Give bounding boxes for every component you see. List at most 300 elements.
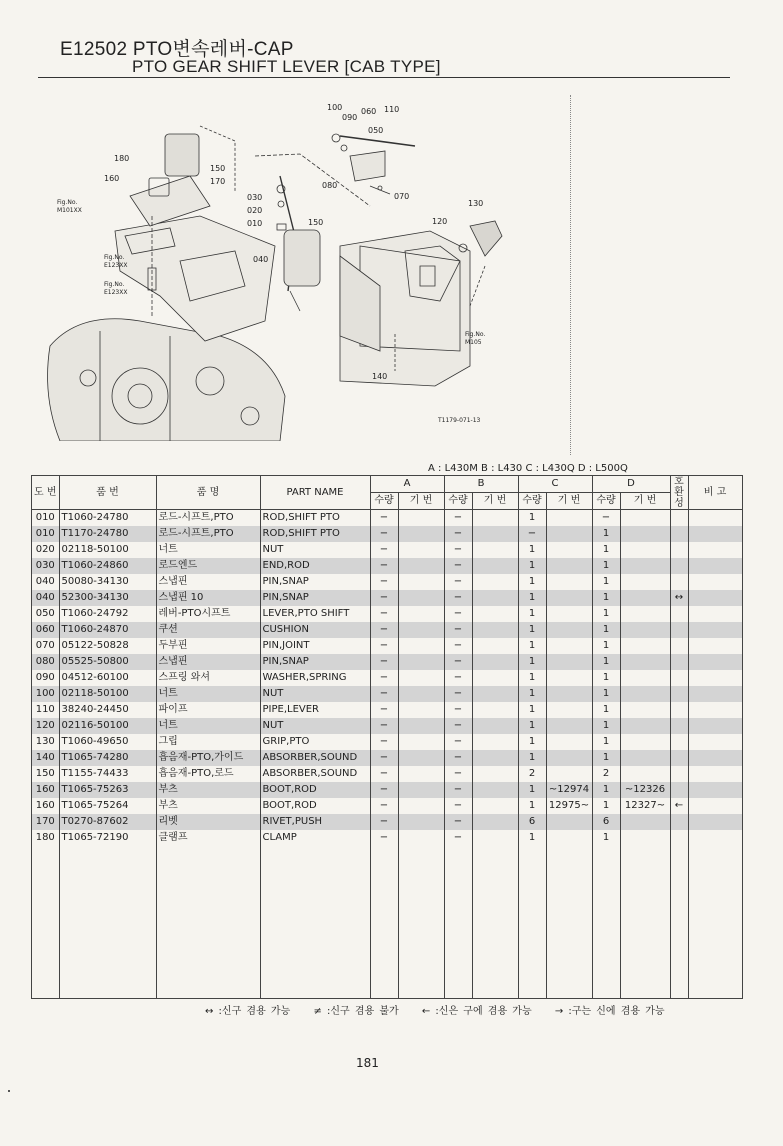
table-row: [32, 734, 743, 750]
header-qty: 수량: [370, 493, 398, 510]
qty-b-cell: −: [444, 574, 472, 590]
qty-d-cell: 1: [592, 734, 620, 750]
table-row: [32, 638, 743, 654]
compat-cell: [670, 702, 688, 718]
serial-c-cell: [546, 830, 592, 846]
compat-cell: [670, 718, 688, 734]
empty-cell: [670, 846, 688, 999]
header-ref: 도 번: [32, 476, 60, 510]
serial-b-cell: [472, 622, 518, 638]
qty-b-cell: −: [444, 766, 472, 782]
compat-cell: [670, 782, 688, 798]
page-title-korean: E12502 PTO변속레버-CAP: [60, 39, 294, 60]
serial-c-cell: [546, 622, 592, 638]
name-en-cell: PIN,SNAP: [260, 654, 370, 670]
name-ko-cell: 두부핀: [156, 638, 260, 654]
compat-cell: [670, 510, 688, 527]
serial-c-cell: [546, 574, 592, 590]
name-ko-cell: 부츠: [156, 798, 260, 814]
qty-b-cell: −: [444, 654, 472, 670]
table-row: [32, 558, 743, 574]
qty-d-cell: 1: [592, 686, 620, 702]
serial-d-cell: [620, 830, 670, 846]
header-name-ko: 품 명: [156, 476, 260, 510]
serial-c-cell: [546, 510, 592, 527]
name-ko-cell: 리벳: [156, 814, 260, 830]
qty-d-cell: 1: [592, 558, 620, 574]
name-en-cell: RIVET,PUSH: [260, 814, 370, 830]
remarks-cell: [688, 510, 742, 527]
partno-cell: 05525-50800: [59, 654, 156, 670]
empty-cell: [260, 846, 370, 999]
remarks-cell: [688, 654, 742, 670]
serial-d-cell: ~12326: [620, 782, 670, 798]
serial-d-cell: [620, 606, 670, 622]
serial-a-cell: [398, 558, 444, 574]
name-ko-cell: 로드-시프트,PTO: [156, 526, 260, 542]
serial-b-cell: [472, 798, 518, 814]
header-group-a: A: [370, 476, 444, 493]
qty-a-cell: −: [370, 750, 398, 766]
serial-a-cell: [398, 734, 444, 750]
svg-text:E123XX: E123XX: [104, 289, 128, 296]
qty-a-cell: −: [370, 510, 398, 527]
qty-d-cell: 1: [592, 622, 620, 638]
name-ko-cell: 스프링 와셔: [156, 670, 260, 686]
serial-c-cell: [546, 590, 592, 606]
qty-c-cell: 1: [518, 718, 546, 734]
serial-c-cell: [546, 734, 592, 750]
qty-c-cell: 1: [518, 542, 546, 558]
ref-cell: 010: [32, 510, 60, 527]
partno-cell: T1155-74433: [59, 766, 156, 782]
name-en-cell: PIN,SNAP: [260, 590, 370, 606]
partno-cell: T1060-49650: [59, 734, 156, 750]
qty-a-cell: −: [370, 670, 398, 686]
qty-a-cell: −: [370, 830, 398, 846]
qty-c-cell: 2: [518, 766, 546, 782]
qty-c-cell: 1: [518, 510, 546, 527]
qty-b-cell: −: [444, 686, 472, 702]
empty-cell: [156, 846, 260, 999]
serial-d-cell: [620, 590, 670, 606]
serial-a-cell: [398, 702, 444, 718]
qty-b-cell: −: [444, 638, 472, 654]
qty-a-cell: −: [370, 782, 398, 798]
qty-c-cell: 1: [518, 686, 546, 702]
serial-d-cell: [620, 750, 670, 766]
qty-d-cell: 1: [592, 590, 620, 606]
name-ko-cell: 로드엔드: [156, 558, 260, 574]
serial-a-cell: [398, 670, 444, 686]
qty-a-cell: −: [370, 798, 398, 814]
qty-d-cell: 1: [592, 702, 620, 718]
svg-text:Fig.No.: Fig.No.: [104, 254, 125, 261]
serial-b-cell: [472, 654, 518, 670]
qty-d-cell: 1: [592, 526, 620, 542]
svg-text:180: 180: [114, 154, 130, 163]
table-row: [32, 510, 743, 527]
page-number: 181: [356, 1056, 379, 1070]
partno-cell: 02116-50100: [59, 718, 156, 734]
svg-text:020: 020: [247, 206, 263, 215]
ref-cell: 160: [32, 798, 60, 814]
header-name-en: PART NAME: [260, 476, 370, 510]
svg-text:120: 120: [432, 217, 448, 226]
serial-a-cell: [398, 782, 444, 798]
header-serial: 기 번: [620, 493, 670, 510]
serial-d-cell: [620, 542, 670, 558]
compatibility-legend: [205, 1002, 683, 1017]
svg-text:170: 170: [210, 177, 226, 186]
name-ko-cell: 흡음재-PTO,가이드: [156, 750, 260, 766]
scan-speck: [8, 1090, 10, 1092]
empty-cell: [688, 846, 742, 999]
name-en-cell: ABSORBER,SOUND: [260, 766, 370, 782]
qty-a-cell: −: [370, 574, 398, 590]
name-en-cell: CLAMP: [260, 830, 370, 846]
svg-text:110: 110: [384, 105, 400, 114]
qty-d-cell: 6: [592, 814, 620, 830]
serial-c-cell: [546, 686, 592, 702]
svg-text:070: 070: [394, 192, 410, 201]
header-group-b: B: [444, 476, 518, 493]
ref-cell: 060: [32, 622, 60, 638]
svg-text:040: 040: [253, 255, 269, 264]
qty-d-cell: 1: [592, 606, 620, 622]
exploded-parts-diagram: [40, 96, 560, 441]
remarks-cell: [688, 526, 742, 542]
remarks-cell: [688, 814, 742, 830]
remarks-cell: [688, 718, 742, 734]
partno-cell: T1065-74280: [59, 750, 156, 766]
serial-a-cell: [398, 510, 444, 527]
compat-cell: [670, 766, 688, 782]
serial-a-cell: [398, 830, 444, 846]
name-ko-cell: 부츠: [156, 782, 260, 798]
serial-a-cell: [398, 798, 444, 814]
remarks-cell: [688, 574, 742, 590]
name-ko-cell: 스냅핀: [156, 654, 260, 670]
parts-list-table: [31, 475, 743, 999]
serial-c-cell: [546, 606, 592, 622]
header-qty: 수량: [518, 493, 546, 510]
svg-text:030: 030: [247, 193, 263, 202]
ref-cell: 130: [32, 734, 60, 750]
header-remarks: 비 고: [688, 476, 742, 510]
name-en-cell: GRIP,PTO: [260, 734, 370, 750]
svg-text:140: 140: [372, 372, 388, 381]
ref-cell: 140: [32, 750, 60, 766]
ref-cell: 040: [32, 574, 60, 590]
svg-text:060: 060: [361, 107, 377, 116]
qty-b-cell: −: [444, 606, 472, 622]
partno-cell: T1060-24860: [59, 558, 156, 574]
qty-a-cell: −: [370, 558, 398, 574]
name-ko-cell: 너트: [156, 718, 260, 734]
qty-c-cell: 1: [518, 606, 546, 622]
serial-b-cell: [472, 734, 518, 750]
ref-cell: 040: [32, 590, 60, 606]
remarks-cell: [688, 542, 742, 558]
svg-text:050: 050: [368, 126, 384, 135]
ref-cell: 160: [32, 782, 60, 798]
table-row: [32, 702, 743, 718]
table-row: [32, 830, 743, 846]
qty-d-cell: −: [592, 510, 620, 527]
compat-cell: [670, 830, 688, 846]
serial-b-cell: [472, 718, 518, 734]
qty-a-cell: −: [370, 734, 398, 750]
partno-cell: 50080-34130: [59, 574, 156, 590]
qty-a-cell: −: [370, 718, 398, 734]
remarks-cell: [688, 558, 742, 574]
serial-b-cell: [472, 702, 518, 718]
serial-d-cell: [620, 638, 670, 654]
compat-cell: [670, 638, 688, 654]
serial-c-cell: [546, 670, 592, 686]
qty-d-cell: 1: [592, 798, 620, 814]
ref-cell: 020: [32, 542, 60, 558]
empty-cell: [472, 846, 518, 999]
parts-table-body: [32, 510, 743, 999]
serial-b-cell: [472, 526, 518, 542]
legend-item: ← :신은 구에 겸용 가능: [421, 1006, 532, 1017]
svg-text:Fig.No.: Fig.No.: [104, 281, 125, 288]
qty-b-cell: −: [444, 526, 472, 542]
serial-d-cell: [620, 558, 670, 574]
serial-a-cell: [398, 750, 444, 766]
partno-cell: T1065-72190: [59, 830, 156, 846]
ref-cell: 100: [32, 686, 60, 702]
name-ko-cell: 그립: [156, 734, 260, 750]
qty-c-cell: −: [518, 526, 546, 542]
compat-cell: [670, 750, 688, 766]
serial-c-cell: [546, 542, 592, 558]
serial-c-cell: [546, 558, 592, 574]
serial-a-cell: [398, 638, 444, 654]
serial-a-cell: [398, 606, 444, 622]
serial-d-cell: [620, 622, 670, 638]
header-serial: 기 번: [472, 493, 518, 510]
compat-cell: [670, 622, 688, 638]
name-en-cell: ROD,SHIFT PTO: [260, 510, 370, 527]
qty-c-cell: 1: [518, 622, 546, 638]
serial-b-cell: [472, 766, 518, 782]
name-ko-cell: 너트: [156, 542, 260, 558]
qty-b-cell: −: [444, 798, 472, 814]
compat-cell: [670, 654, 688, 670]
remarks-cell: [688, 590, 742, 606]
qty-a-cell: −: [370, 590, 398, 606]
remarks-cell: [688, 750, 742, 766]
serial-d-cell: [620, 510, 670, 527]
qty-b-cell: −: [444, 542, 472, 558]
serial-d-cell: 12327~: [620, 798, 670, 814]
qty-c-cell: 1: [518, 750, 546, 766]
table-row: [32, 670, 743, 686]
name-ko-cell: 흡음재-PTO,로드: [156, 766, 260, 782]
table-row: [32, 590, 743, 606]
svg-text:160: 160: [104, 174, 120, 183]
serial-b-cell: [472, 558, 518, 574]
qty-a-cell: −: [370, 638, 398, 654]
svg-text:M105: M105: [465, 339, 482, 346]
table-row: [32, 782, 743, 798]
qty-a-cell: −: [370, 542, 398, 558]
name-en-cell: LEVER,PTO SHIFT: [260, 606, 370, 622]
name-ko-cell: 로드-시프트,PTO: [156, 510, 260, 527]
qty-c-cell: 1: [518, 798, 546, 814]
serial-c-cell: [546, 766, 592, 782]
name-ko-cell: 너트: [156, 686, 260, 702]
table-row: [32, 606, 743, 622]
serial-a-cell: [398, 526, 444, 542]
serial-c-cell: [546, 654, 592, 670]
header-group-d: D: [592, 476, 670, 493]
qty-b-cell: −: [444, 558, 472, 574]
serial-b-cell: [472, 638, 518, 654]
qty-a-cell: −: [370, 702, 398, 718]
qty-d-cell: 1: [592, 718, 620, 734]
remarks-cell: [688, 766, 742, 782]
ref-cell: 080: [32, 654, 60, 670]
serial-c-cell: 12975~: [546, 798, 592, 814]
serial-b-cell: [472, 542, 518, 558]
table-row: [32, 750, 743, 766]
table-row: [32, 686, 743, 702]
name-ko-cell: 클램프: [156, 830, 260, 846]
name-en-cell: PIPE,LEVER: [260, 702, 370, 718]
partno-cell: 05122-50828: [59, 638, 156, 654]
compat-cell: [670, 526, 688, 542]
serial-c-cell: [546, 814, 592, 830]
partno-cell: T1060-24792: [59, 606, 156, 622]
compat-cell: [670, 574, 688, 590]
qty-a-cell: −: [370, 686, 398, 702]
partno-cell: 52300-34130: [59, 590, 156, 606]
table-row: [32, 814, 743, 830]
qty-b-cell: −: [444, 670, 472, 686]
qty-c-cell: 6: [518, 814, 546, 830]
compat-cell: [670, 606, 688, 622]
table-row: [32, 526, 743, 542]
qty-b-cell: −: [444, 734, 472, 750]
serial-c-cell: ~12974: [546, 782, 592, 798]
serial-b-cell: [472, 686, 518, 702]
table-row: [32, 622, 743, 638]
svg-text:130: 130: [468, 199, 484, 208]
qty-b-cell: −: [444, 590, 472, 606]
remarks-cell: [688, 830, 742, 846]
partno-cell: 02118-50100: [59, 542, 156, 558]
name-en-cell: ABSORBER,SOUND: [260, 750, 370, 766]
serial-b-cell: [472, 750, 518, 766]
header-qty: 수량: [444, 493, 472, 510]
serial-d-cell: [620, 686, 670, 702]
qty-b-cell: −: [444, 622, 472, 638]
ref-cell: 010: [32, 526, 60, 542]
name-en-cell: NUT: [260, 686, 370, 702]
svg-text:150: 150: [308, 218, 324, 227]
serial-d-cell: [620, 702, 670, 718]
dotted-divider: [570, 95, 571, 455]
name-en-cell: NUT: [260, 718, 370, 734]
qty-b-cell: −: [444, 718, 472, 734]
serial-a-cell: [398, 718, 444, 734]
name-ko-cell: 쿠션: [156, 622, 260, 638]
table-row: [32, 718, 743, 734]
qty-d-cell: 1: [592, 782, 620, 798]
partno-cell: T1065-75263: [59, 782, 156, 798]
compat-cell: [670, 734, 688, 750]
name-ko-cell: 스냅핀: [156, 574, 260, 590]
qty-c-cell: 1: [518, 670, 546, 686]
name-ko-cell: 스냅핀 10: [156, 590, 260, 606]
qty-c-cell: 1: [518, 654, 546, 670]
name-en-cell: PIN,JOINT: [260, 638, 370, 654]
qty-c-cell: 1: [518, 558, 546, 574]
svg-text:090: 090: [342, 113, 358, 122]
qty-b-cell: −: [444, 814, 472, 830]
serial-c-cell: [546, 526, 592, 542]
qty-d-cell: 1: [592, 830, 620, 846]
ref-cell: 170: [32, 814, 60, 830]
serial-d-cell: [620, 734, 670, 750]
serial-a-cell: [398, 622, 444, 638]
model-code-legend: A : L430M B : L430 C : L430Q D : L500Q: [428, 463, 628, 474]
qty-b-cell: −: [444, 750, 472, 766]
remarks-cell: [688, 702, 742, 718]
ref-cell: 090: [32, 670, 60, 686]
qty-d-cell: 1: [592, 654, 620, 670]
compat-cell: [670, 558, 688, 574]
compat-cell: ←: [670, 798, 688, 814]
serial-d-cell: [620, 526, 670, 542]
remarks-cell: [688, 734, 742, 750]
serial-d-cell: [620, 670, 670, 686]
partno-cell: 38240-24450: [59, 702, 156, 718]
serial-a-cell: [398, 686, 444, 702]
qty-b-cell: −: [444, 830, 472, 846]
partno-cell: T1060-24870: [59, 622, 156, 638]
name-ko-cell: 파이프: [156, 702, 260, 718]
remarks-cell: [688, 686, 742, 702]
compat-cell: [670, 542, 688, 558]
serial-d-cell: [620, 718, 670, 734]
name-en-cell: PIN,SNAP: [260, 574, 370, 590]
partno-cell: T1170-24780: [59, 526, 156, 542]
qty-d-cell: 2: [592, 766, 620, 782]
svg-text:Fig.No.: Fig.No.: [57, 199, 78, 206]
svg-text:100: 100: [327, 103, 343, 112]
header-group-c: C: [518, 476, 592, 493]
qty-a-cell: −: [370, 526, 398, 542]
qty-d-cell: 1: [592, 574, 620, 590]
serial-a-cell: [398, 654, 444, 670]
legend-item: ≠ :신구 겸용 불가: [313, 1006, 399, 1017]
serial-b-cell: [472, 670, 518, 686]
ref-cell: 110: [32, 702, 60, 718]
table-row: [32, 542, 743, 558]
serial-c-cell: [546, 638, 592, 654]
partno-cell: T1065-75264: [59, 798, 156, 814]
serial-b-cell: [472, 782, 518, 798]
qty-a-cell: −: [370, 814, 398, 830]
title-divider: [38, 77, 730, 78]
ref-cell: 030: [32, 558, 60, 574]
qty-c-cell: 1: [518, 702, 546, 718]
